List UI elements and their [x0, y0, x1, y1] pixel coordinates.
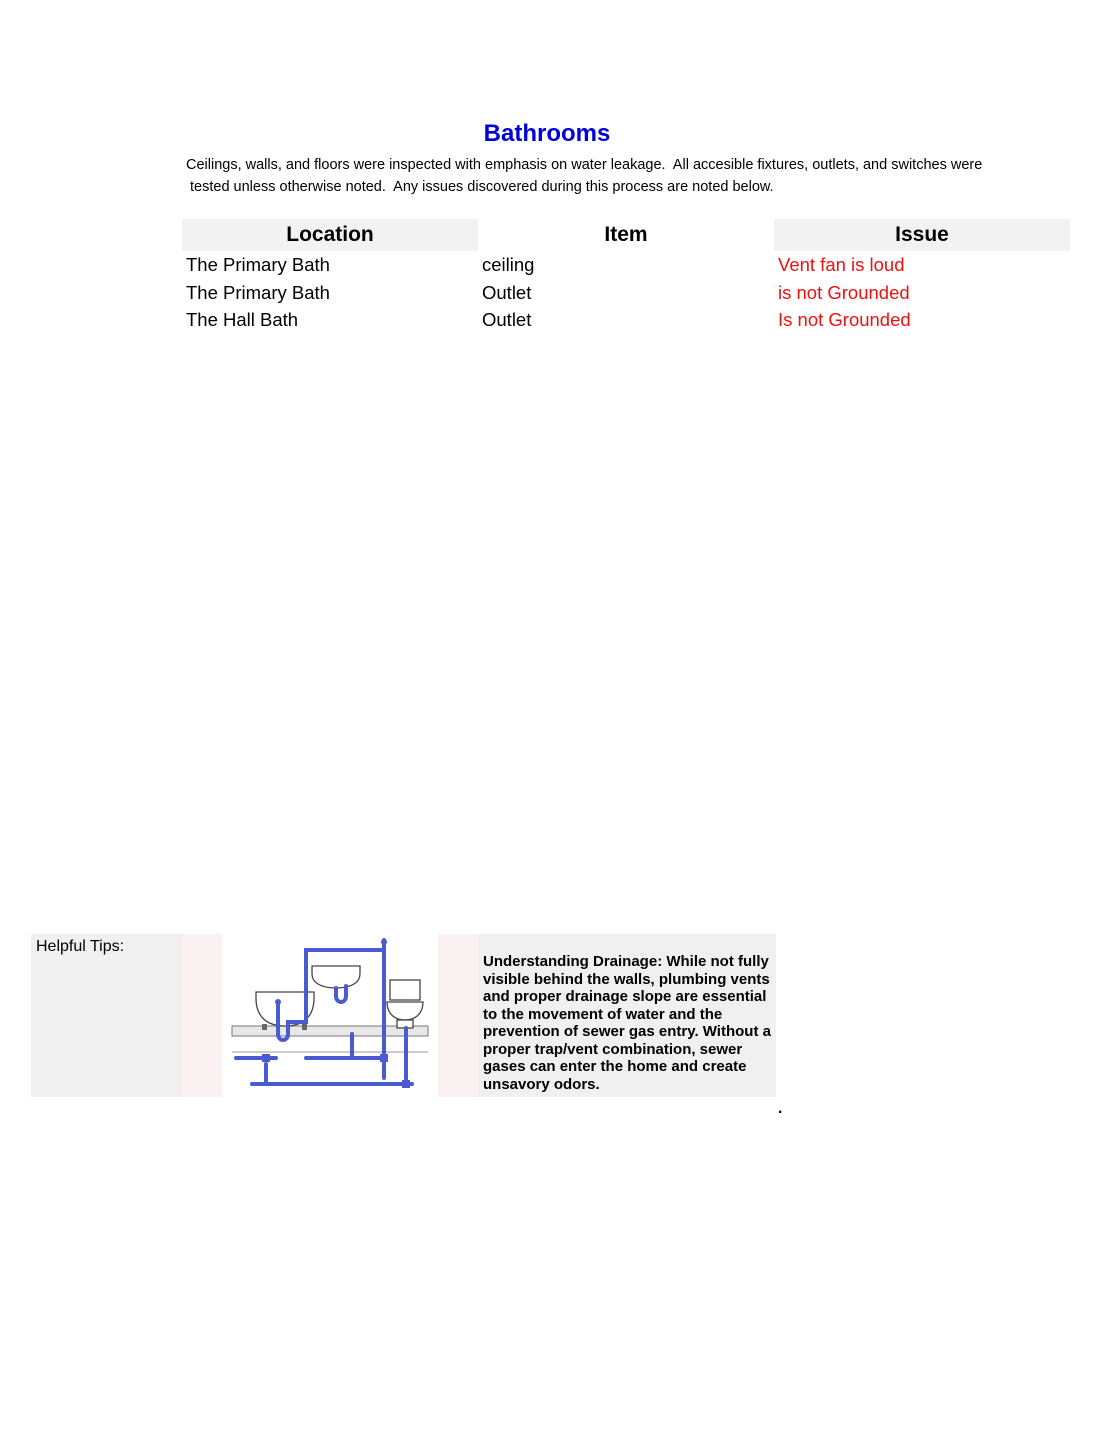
issue-cell: is not Grounded — [778, 281, 910, 303]
header-item: Item — [478, 219, 774, 251]
tips-text: Understanding Drainage: While not fully visible behind the walls, plumbing vents and proper drainage slope are essential to the movement of water and the prevention of sewer gas entry. Without a proper trap/vent combination, sewer gases can enter the home and create unsavory odors. — [478, 934, 776, 1097]
item-cell: ceiling — [482, 254, 535, 275]
location-cell: The Primary Bath — [186, 281, 330, 303]
intro-paragraph — [186, 154, 1066, 198]
item-cell: Outlet — [482, 309, 532, 330]
table-row — [182, 306, 1074, 334]
table-row — [182, 251, 1074, 279]
plumbing-drain-vent-diagram-icon — [222, 934, 438, 1097]
tips-label: Helpful Tips: — [31, 934, 182, 1097]
location-cell: The Hall Bath — [186, 309, 299, 330]
item-cell: Outlet — [482, 281, 532, 303]
location-cell: The Primary Bath — [186, 254, 330, 275]
header-location: Location — [182, 219, 478, 251]
table-row — [182, 279, 1074, 307]
tips-image-cell — [182, 934, 478, 1097]
trailing-mark: . — [778, 1100, 783, 1117]
page-title: Bathrooms — [483, 120, 611, 147]
intro-line: Ceilings, walls, and floors were inspected with emphasis on water leakage. All accesible fixtures, outlets, and switches were — [186, 157, 983, 173]
header-issue: Issue — [774, 219, 1070, 251]
table-header — [182, 219, 1074, 251]
issue-cell: Is not Grounded — [778, 309, 911, 330]
issues-table — [182, 219, 1074, 334]
issue-cell: Vent fan is loud — [778, 254, 905, 275]
intro-line: tested unless otherwise noted. Any issues discovered during this process are noted below. — [186, 179, 774, 195]
helpful-tips-section — [31, 934, 776, 1097]
